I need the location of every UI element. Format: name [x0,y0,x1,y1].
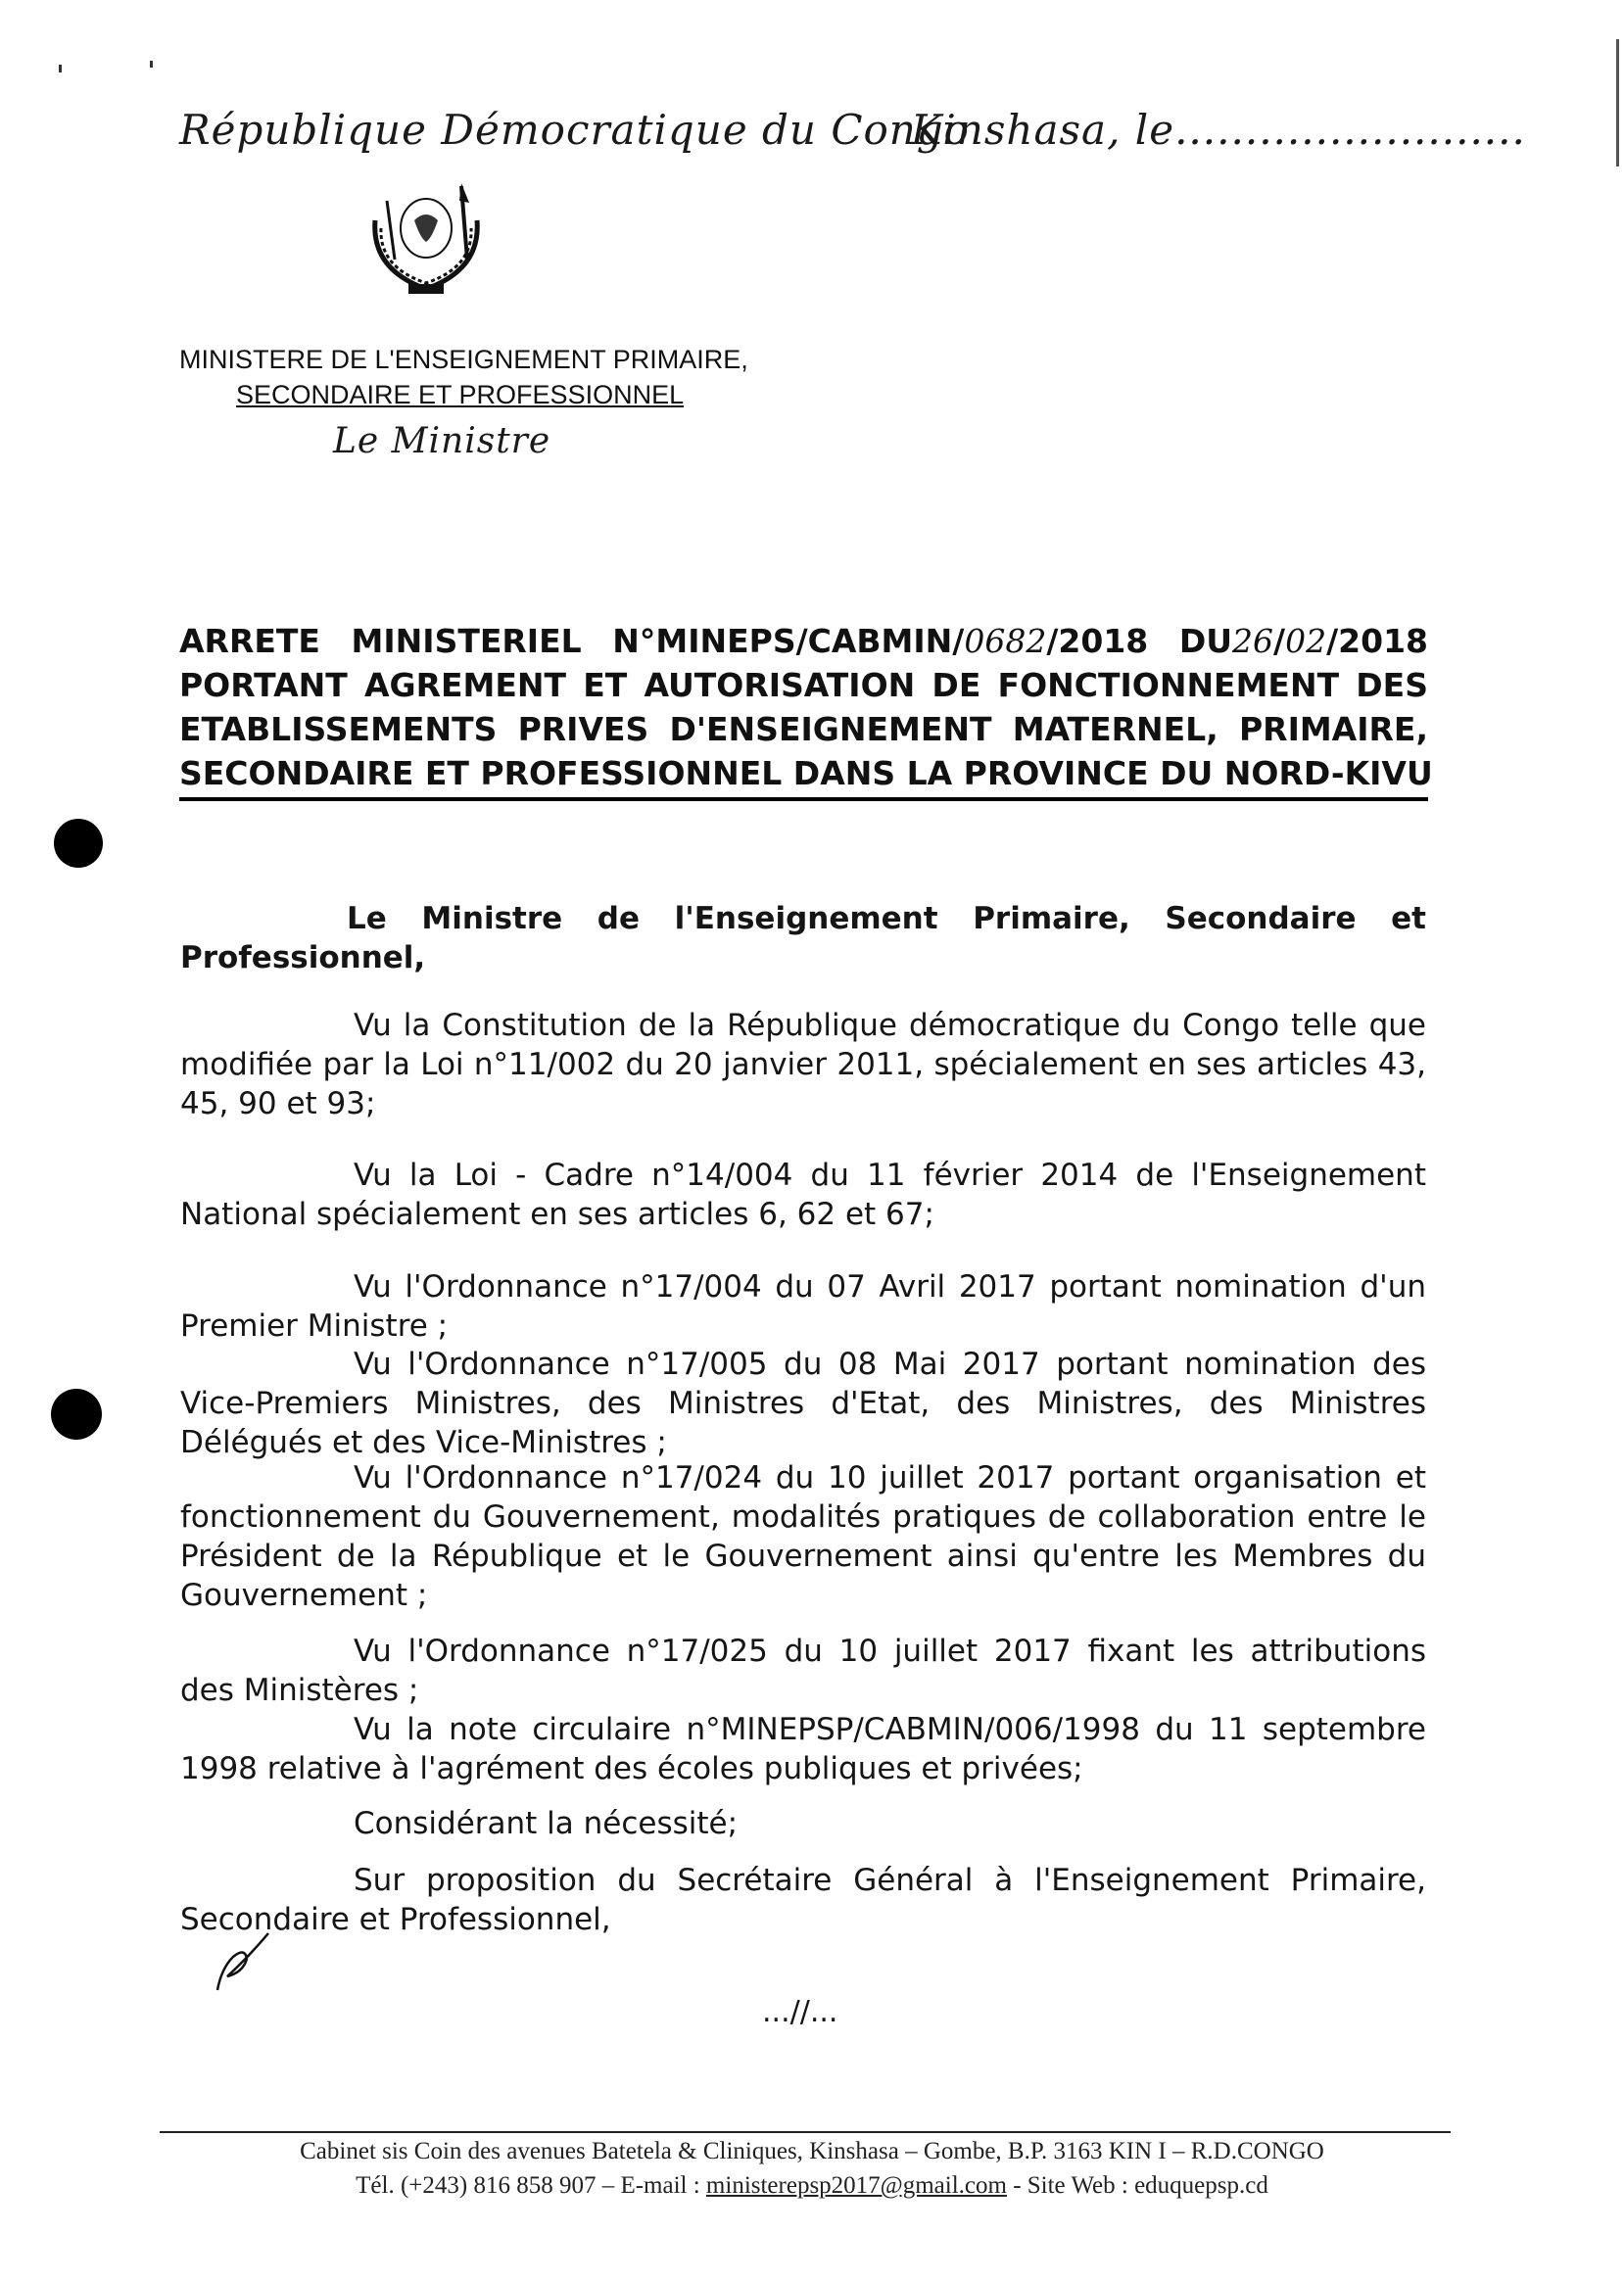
email-link[interactable]: ministerepsp2017@gmail.com [705,2172,1007,2199]
footer-address: Cabinet sis Coin des avenues Batetela & Cliniques, Kinshasa – Gombe, B.P. 3163 KIN I – R.D.CONGO [300,2138,1324,2164]
title-rule [179,797,1428,801]
handwritten-initial [208,1929,286,1998]
paragraph: Sur proposition du Secrétaire Général à l'Enseignement Primaire, Secondaire et Professionnel, [180,1863,1426,1937]
country-header: République Démocratique du Congo [179,106,970,154]
paragraph: Vu la note circulaire n°MINEPSP/CABMIN/006/1998 du 11 septembre 1998 relative à l'agrément des écoles publiques et privées; [180,1712,1426,1786]
paragraph: Vu l'Ordonnance n°17/025 du 10 juillet 2017 fixant les attributions des Ministères ; [180,1634,1426,1708]
coat-of-arms-emblem [358,181,495,304]
decree-title-line-1: ARRETE MINISTERIEL N°MINEPS/CABMIN/0682/2018 DU26/02/2018 [179,622,1428,660]
paragraph: Vu la Constitution de la République démocratique du Congo telle que modifiée par la Loi n°11/002 du 20 janvier 2011, spécialement en ses articles 43, 45, 90 et 93; [180,1008,1426,1121]
paragraph: Vu l'Ordonnance n°17/004 du 07 Avril 2017 portant nomination d'un Premier Ministre ; [180,1269,1426,1344]
punch-hole [51,1389,102,1440]
paragraph: Considérant la nécessité; [354,1806,739,1841]
decree-title [179,619,1433,795]
place-date: Kinshasa, le......................... [911,106,1526,154]
paragraph: Vu la Loi - Cadre n°14/004 du 11 février 2014 de l'Enseignement National spécialement en ses articles 6, 62 et 67; [180,1158,1426,1232]
office-title: Le Ministre [333,421,551,461]
scan-border-mark [1616,39,1619,166]
scan-mark [150,61,153,68]
punch-hole [54,819,103,868]
decree-day: 26 [1232,622,1274,660]
footer-rule [160,2131,1451,2133]
paragraph: Vu l'Ordonnance n°17/005 du 08 Mai 2017 portant nomination des Vice-Premiers Ministres, des Ministres d'Etat, des Ministres, des Ministres Délégués et des Vice-Ministres ; [180,1347,1426,1460]
addressee: Le Ministre de l'Enseignement Primaire, Secondaire et Professionnel, [180,901,1426,975]
paragraph: Vu l'Ordonnance n°17/024 du 10 juillet 2017 portant organisation et fonctionnement du Gouvernement, modalités pratiques de collaboration entre le Président de la République et le Gouvernement ainsi qu'entre les Membres du Gouvernement ; [180,1460,1426,1613]
ministry-line-2: SECONDAIRE ET PROFESSIONNEL [236,380,685,409]
footer-contact: Tél. (+243) 816 858 907 – E-mail : ministerepsp2017@gmail.com - Site Web : eduquepsp.cd [356,2172,1268,2199]
scan-mark [59,65,62,72]
decree-title-line-3: ETABLISSEMENTS PRIVES D'ENSEIGNEMENT MATERNEL, PRIMAIRE, [179,710,1428,748]
decree-number: 0682 [964,622,1047,660]
ministry-line-1: MINISTERE DE L'ENSEIGNEMENT PRIMAIRE, [179,345,748,374]
decree-title-line-4: SECONDAIRE ET PROFESSIONNEL DANS LA PROVINCE DU NORD-KIVU [179,754,1433,792]
decree-month: 02 [1285,622,1327,660]
continuation-mark: ...//... [762,1995,838,2029]
decree-title-line-2: PORTANT AGREMENT ET AUTORISATION DE FONCTIONNEMENT DES [179,666,1428,704]
